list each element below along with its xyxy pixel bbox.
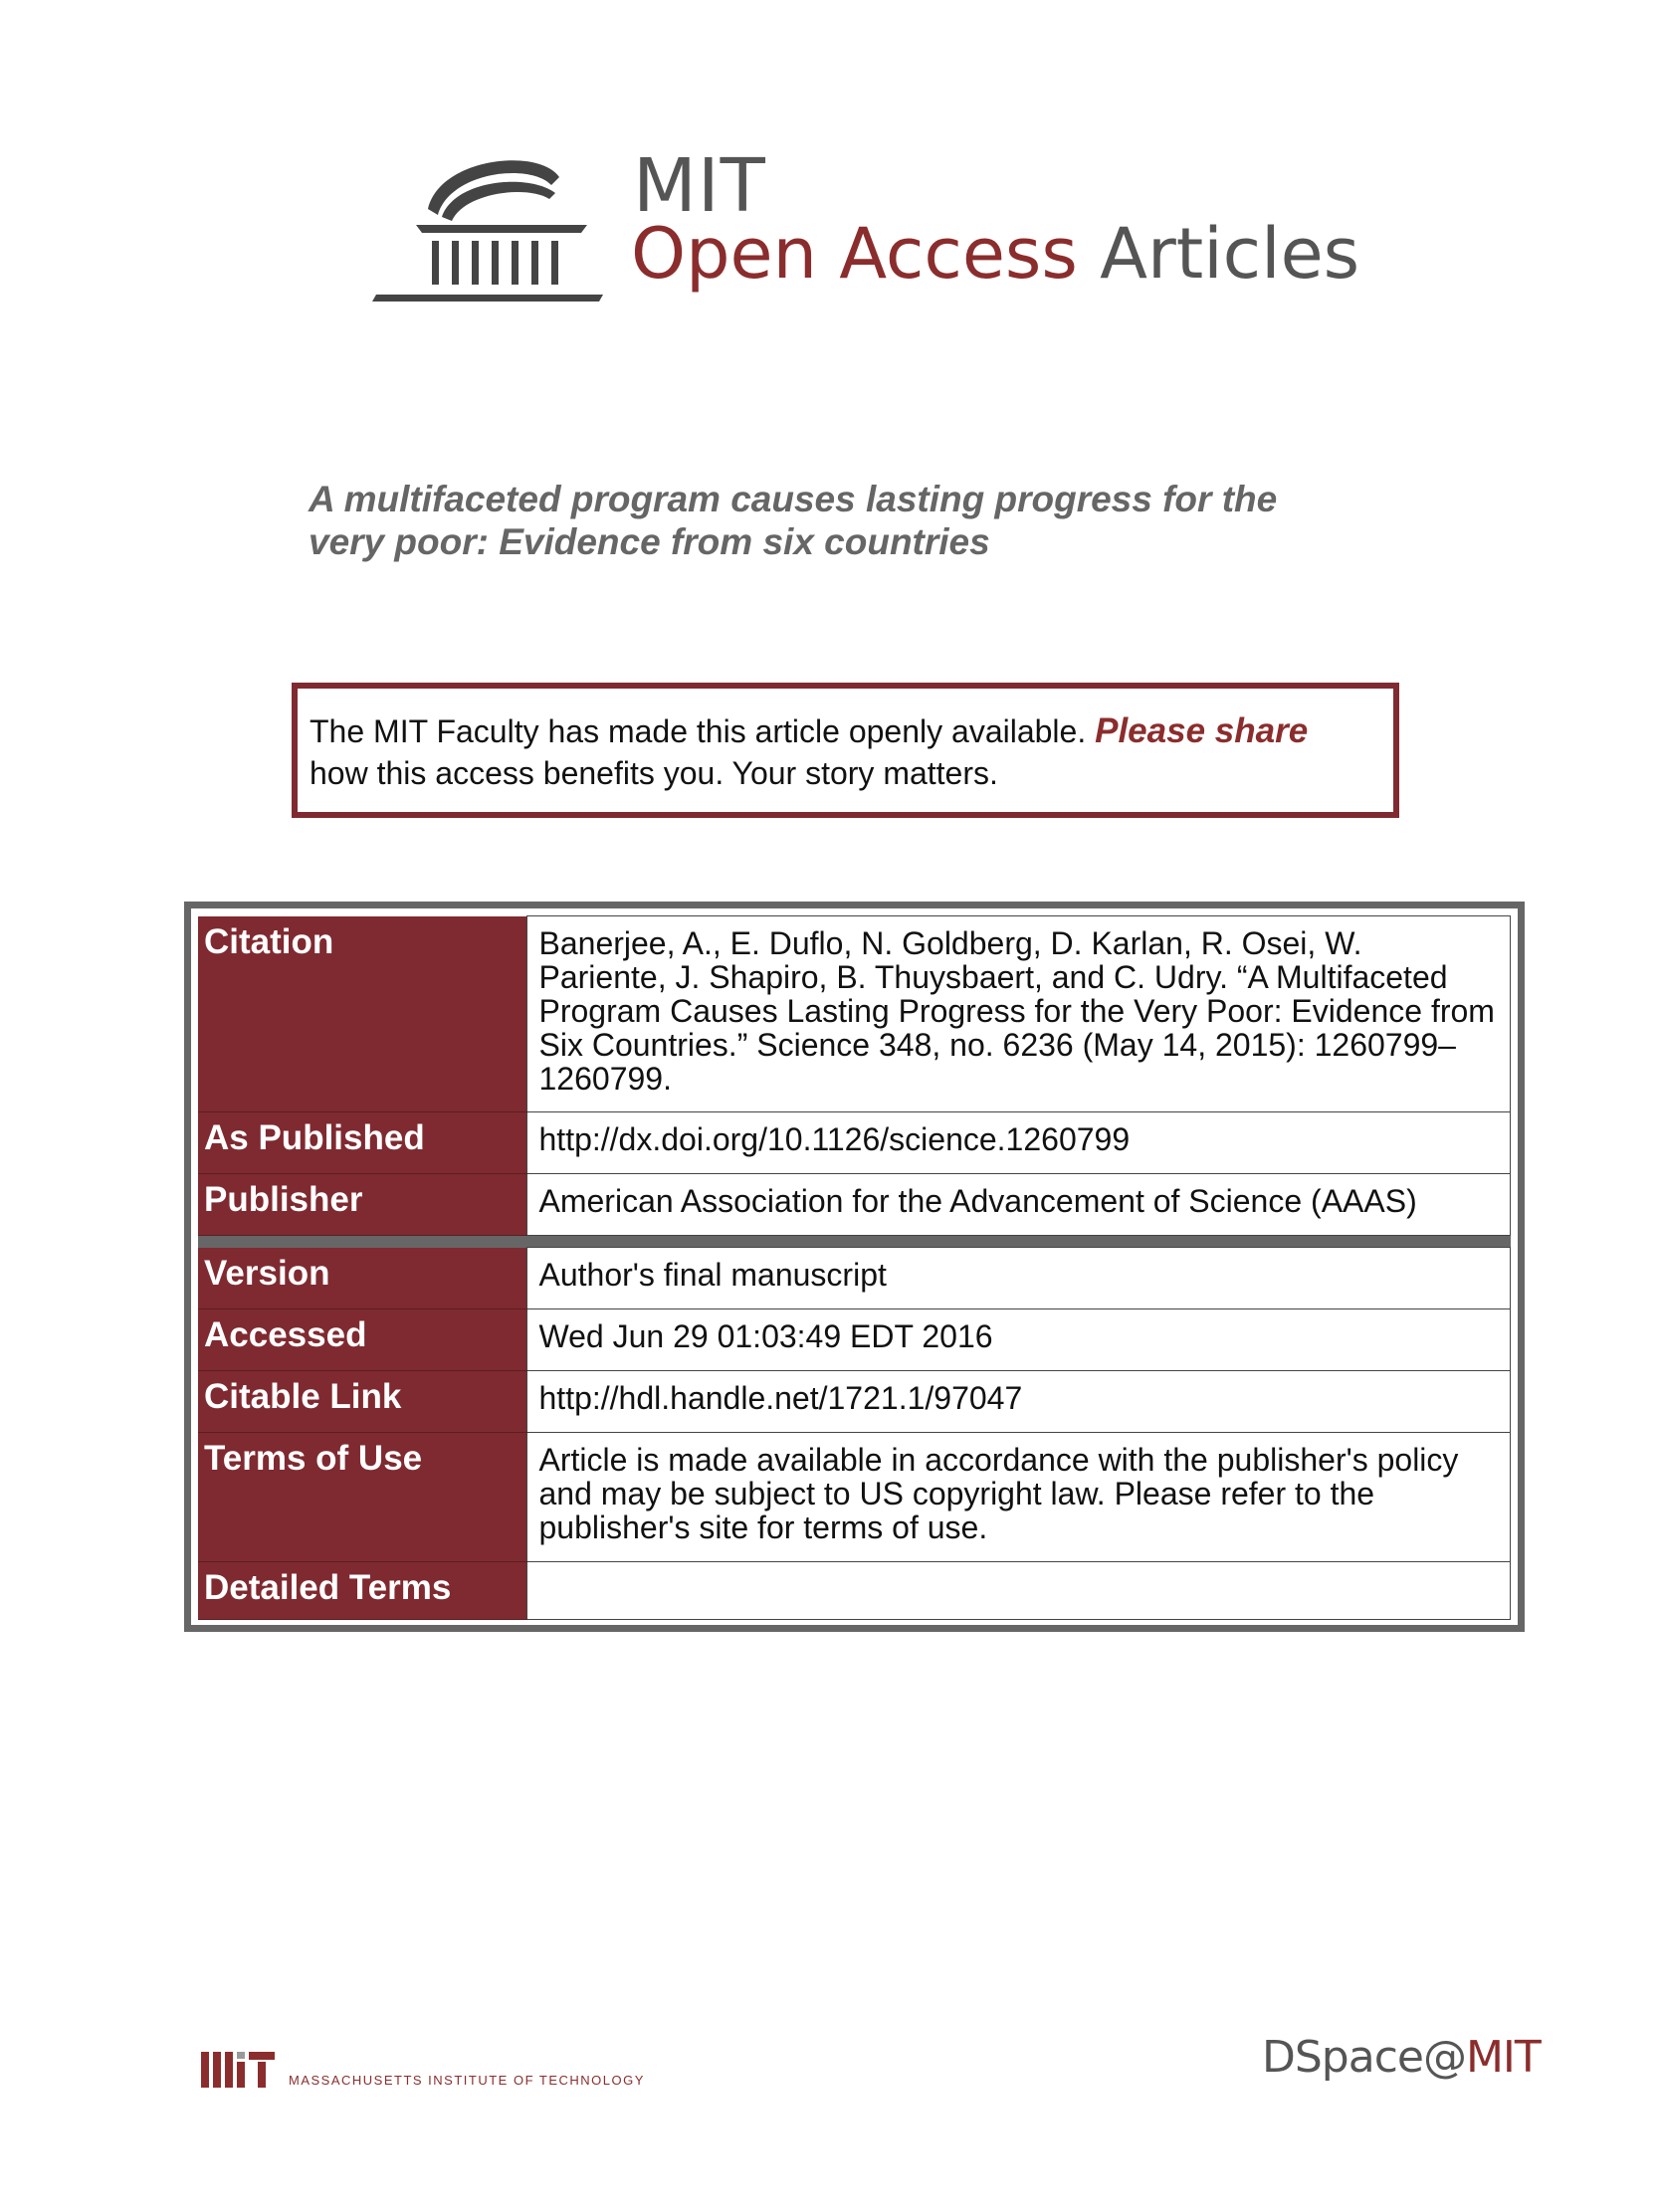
table-row <box>198 1433 1511 1562</box>
table-row <box>198 1562 1511 1620</box>
detailed-terms-value <box>526 1562 1511 1620</box>
publisher-value: American Association for the Advancement of Science (AAAS) <box>526 1174 1511 1236</box>
accessed-label: Accessed <box>198 1309 526 1371</box>
footer-mit-logo <box>201 2050 659 2098</box>
share-text-before: The MIT Faculty has made this article openly available. <box>310 713 1096 749</box>
table-row <box>198 1248 1511 1309</box>
as-published-link[interactable]: http://dx.doi.org/10.1126/science.1260799 <box>526 1112 1511 1174</box>
logo-mit-text: MIT <box>633 143 766 229</box>
table-row <box>198 1309 1511 1371</box>
citable-link-label: Citable Link <box>198 1371 526 1433</box>
logo-open-access-articles <box>631 213 1360 295</box>
please-share-link[interactable]: Please share <box>1095 711 1309 750</box>
mit-dome-icon <box>370 137 609 306</box>
metadata-table-frame <box>184 902 1525 1632</box>
table-divider <box>198 1236 1511 1248</box>
table-row <box>198 1174 1511 1236</box>
publisher-label: Publisher <box>198 1174 526 1236</box>
dspace-text: DSpace@ <box>1262 2032 1466 2083</box>
citable-link[interactable]: http://hdl.handle.net/1721.1/97047 <box>526 1371 1511 1433</box>
as-published-label: As Published <box>198 1112 526 1174</box>
accessed-value: Wed Jun 29 01:03:49 EDT 2016 <box>526 1309 1511 1371</box>
table-row <box>198 1371 1511 1433</box>
version-value: Author's final manuscript <box>526 1248 1511 1309</box>
version-label: Version <box>198 1248 526 1309</box>
dspace-logo <box>1262 2032 1541 2083</box>
article-title-line2: very poor: Evidence from six countries <box>309 521 990 562</box>
share-box <box>292 683 1399 818</box>
terms-of-use-value: Article is made available in accordance with the publisher's policy and may be subject to US copyright law. Please refer to the publisher's site for terms of use. <box>526 1433 1511 1562</box>
logo-articles-text: Articles <box>1100 213 1360 295</box>
table-row <box>198 1112 1511 1174</box>
terms-of-use-label: Terms of Use <box>198 1433 526 1562</box>
detailed-terms-label: Detailed Terms <box>198 1562 526 1620</box>
citation-value: Banerjee, A., E. Duflo, N. Goldberg, D. Karlan, R. Osei, W. Pariente, J. Shapiro, B. Thuysbaert, and C. Udry. “A Multifaceted Program Causes Lasting Progress for the Very Poor: Evidence from Six Countries.” Science 348, no. 6236 (May 14, 2015): 1260799–1260799. <box>526 916 1511 1112</box>
dspace-mit-text: MIT <box>1465 2032 1541 2083</box>
share-text-after: how this access benefits you. Your story matters. <box>310 755 998 791</box>
article-title-line1: A multifaceted program causes lasting progress for the <box>309 479 1278 519</box>
mit-open-access-logo <box>370 137 1360 306</box>
metadata-table <box>198 915 1511 1620</box>
logo-open-access-text: Open Access <box>631 213 1101 295</box>
mit-wordmark-icon <box>201 2050 281 2090</box>
article-title <box>309 478 1403 563</box>
citation-label: Citation <box>198 916 526 1112</box>
table-row <box>198 916 1511 1112</box>
footer-mit-text: MASSACHUSETTS INSTITUTE OF TECHNOLOGY <box>289 2073 645 2088</box>
